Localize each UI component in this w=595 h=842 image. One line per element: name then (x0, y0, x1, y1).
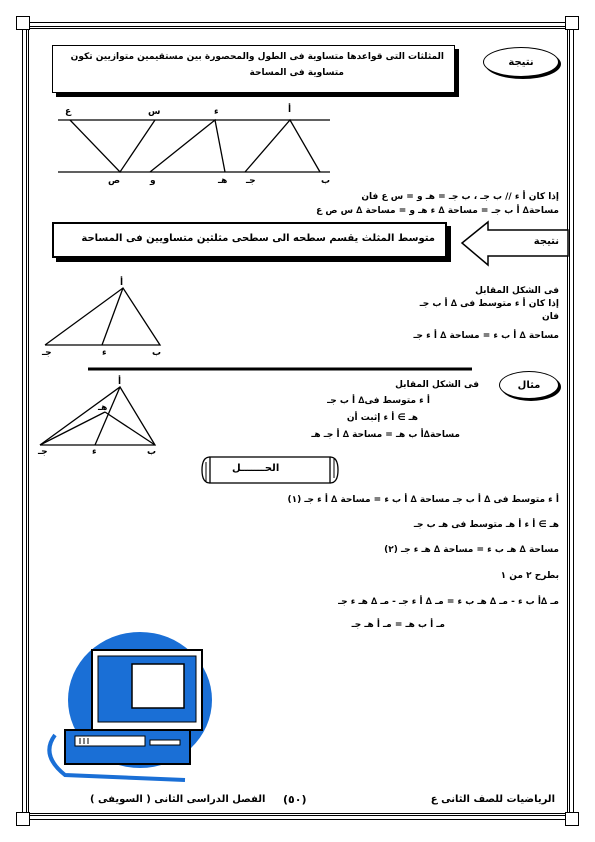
example-line3: هـ ∋ أ ء إثبت أن (346, 413, 418, 423)
label-dal: ء (214, 107, 219, 117)
median-label-ba: ب (152, 348, 162, 358)
example-label-ba: ب (147, 447, 157, 457)
example-label-ha: هـ (98, 403, 108, 413)
statement-line2: مساحة∆ أ ب جـ = مساحة ∆ ء هـ و = مساحة ∆ س ص ع (316, 206, 559, 216)
result-badge-2: نتيجة (533, 236, 559, 247)
median-line4: مساحة ∆ أ ب ء = مساحة ∆ أ ء جـ (413, 331, 559, 341)
solution-line2: هـ ∋ أ ء أ هـ متوسط فى هـ ب جـ (413, 520, 559, 530)
footer-subject: الرياضيات للصف الثانى ع (430, 794, 555, 805)
footer-page-number: (٥٠) (283, 793, 307, 806)
label-sad: ص (108, 176, 121, 186)
example-line1: فى الشكل المقابل (395, 380, 479, 390)
example-label-jim: جـ (38, 447, 48, 457)
result-text-line1: المثلثات التى قواعدها متساوية فى الطول والمحصورة بين مستقيمين متوازيين تكون (70, 52, 444, 62)
result-text-line2: متساوية فى المساحة (249, 68, 344, 78)
label-ain: ع (65, 107, 72, 117)
solution-line6: مـ أ ب هـ = مـ أ هـ جـ (351, 620, 445, 630)
example-line4: مساحة∆أ ب هـ = مساحة ∆ أ جـ هـ (311, 430, 460, 440)
median-result-text: متوسط المثلث يقسم سطحه الى سطحى مثلثين متساويين فى المساحة (81, 233, 435, 244)
example-label-dal: ء (92, 447, 97, 457)
label-ha: هـ (218, 176, 228, 186)
solution-line3: مساحة ∆ هـ ب ء = مساحة ∆ هـ ء جـ (٢) (384, 545, 559, 555)
solution-line5: مـ ∆أ ب ء - مـ ∆ هـ ب ء = مـ ∆ أ ء جـ - مـ ∆ هـ ء جـ (338, 597, 559, 607)
median-line2: إذا كان أ ء متوسط فى ∆ أ ب جـ (419, 299, 559, 309)
label-waw: و (150, 176, 156, 186)
median-label-dal: ء (102, 348, 107, 358)
solution-title: الحـــــــل (232, 463, 280, 474)
label-sin: س (148, 107, 161, 117)
example-label-alif: أ (118, 377, 122, 387)
label-alif: أ (288, 105, 292, 115)
example-badge-label: مثال (517, 379, 541, 391)
median-line3: فان (542, 312, 559, 322)
footer-semester: الفصل الدراسى الثانى ( السويفى ) (90, 794, 266, 805)
solution-line4: بطرح ٢ من ١ (500, 571, 559, 581)
example-line2: أ ء متوسط فى∆ أ ب جـ (327, 396, 430, 406)
solution-line1: أ ء متوسط فى ∆ أ ب جـ مساحة ∆ أ ب ء = مساحة ∆ أ ء جـ (١) (287, 495, 559, 505)
median-line1: فى الشكل المقابل (475, 286, 559, 296)
label-jim: جـ (246, 176, 256, 186)
label-ba: ب (321, 176, 331, 186)
result-badge-1-label: نتيجة (508, 56, 534, 68)
median-label-jim: جـ (42, 348, 52, 358)
median-label-alif: أ (120, 278, 124, 288)
statement-line1: إذا كان أ ء // ب جـ ، ب جـ = هـ و = س ع فان (361, 192, 559, 202)
